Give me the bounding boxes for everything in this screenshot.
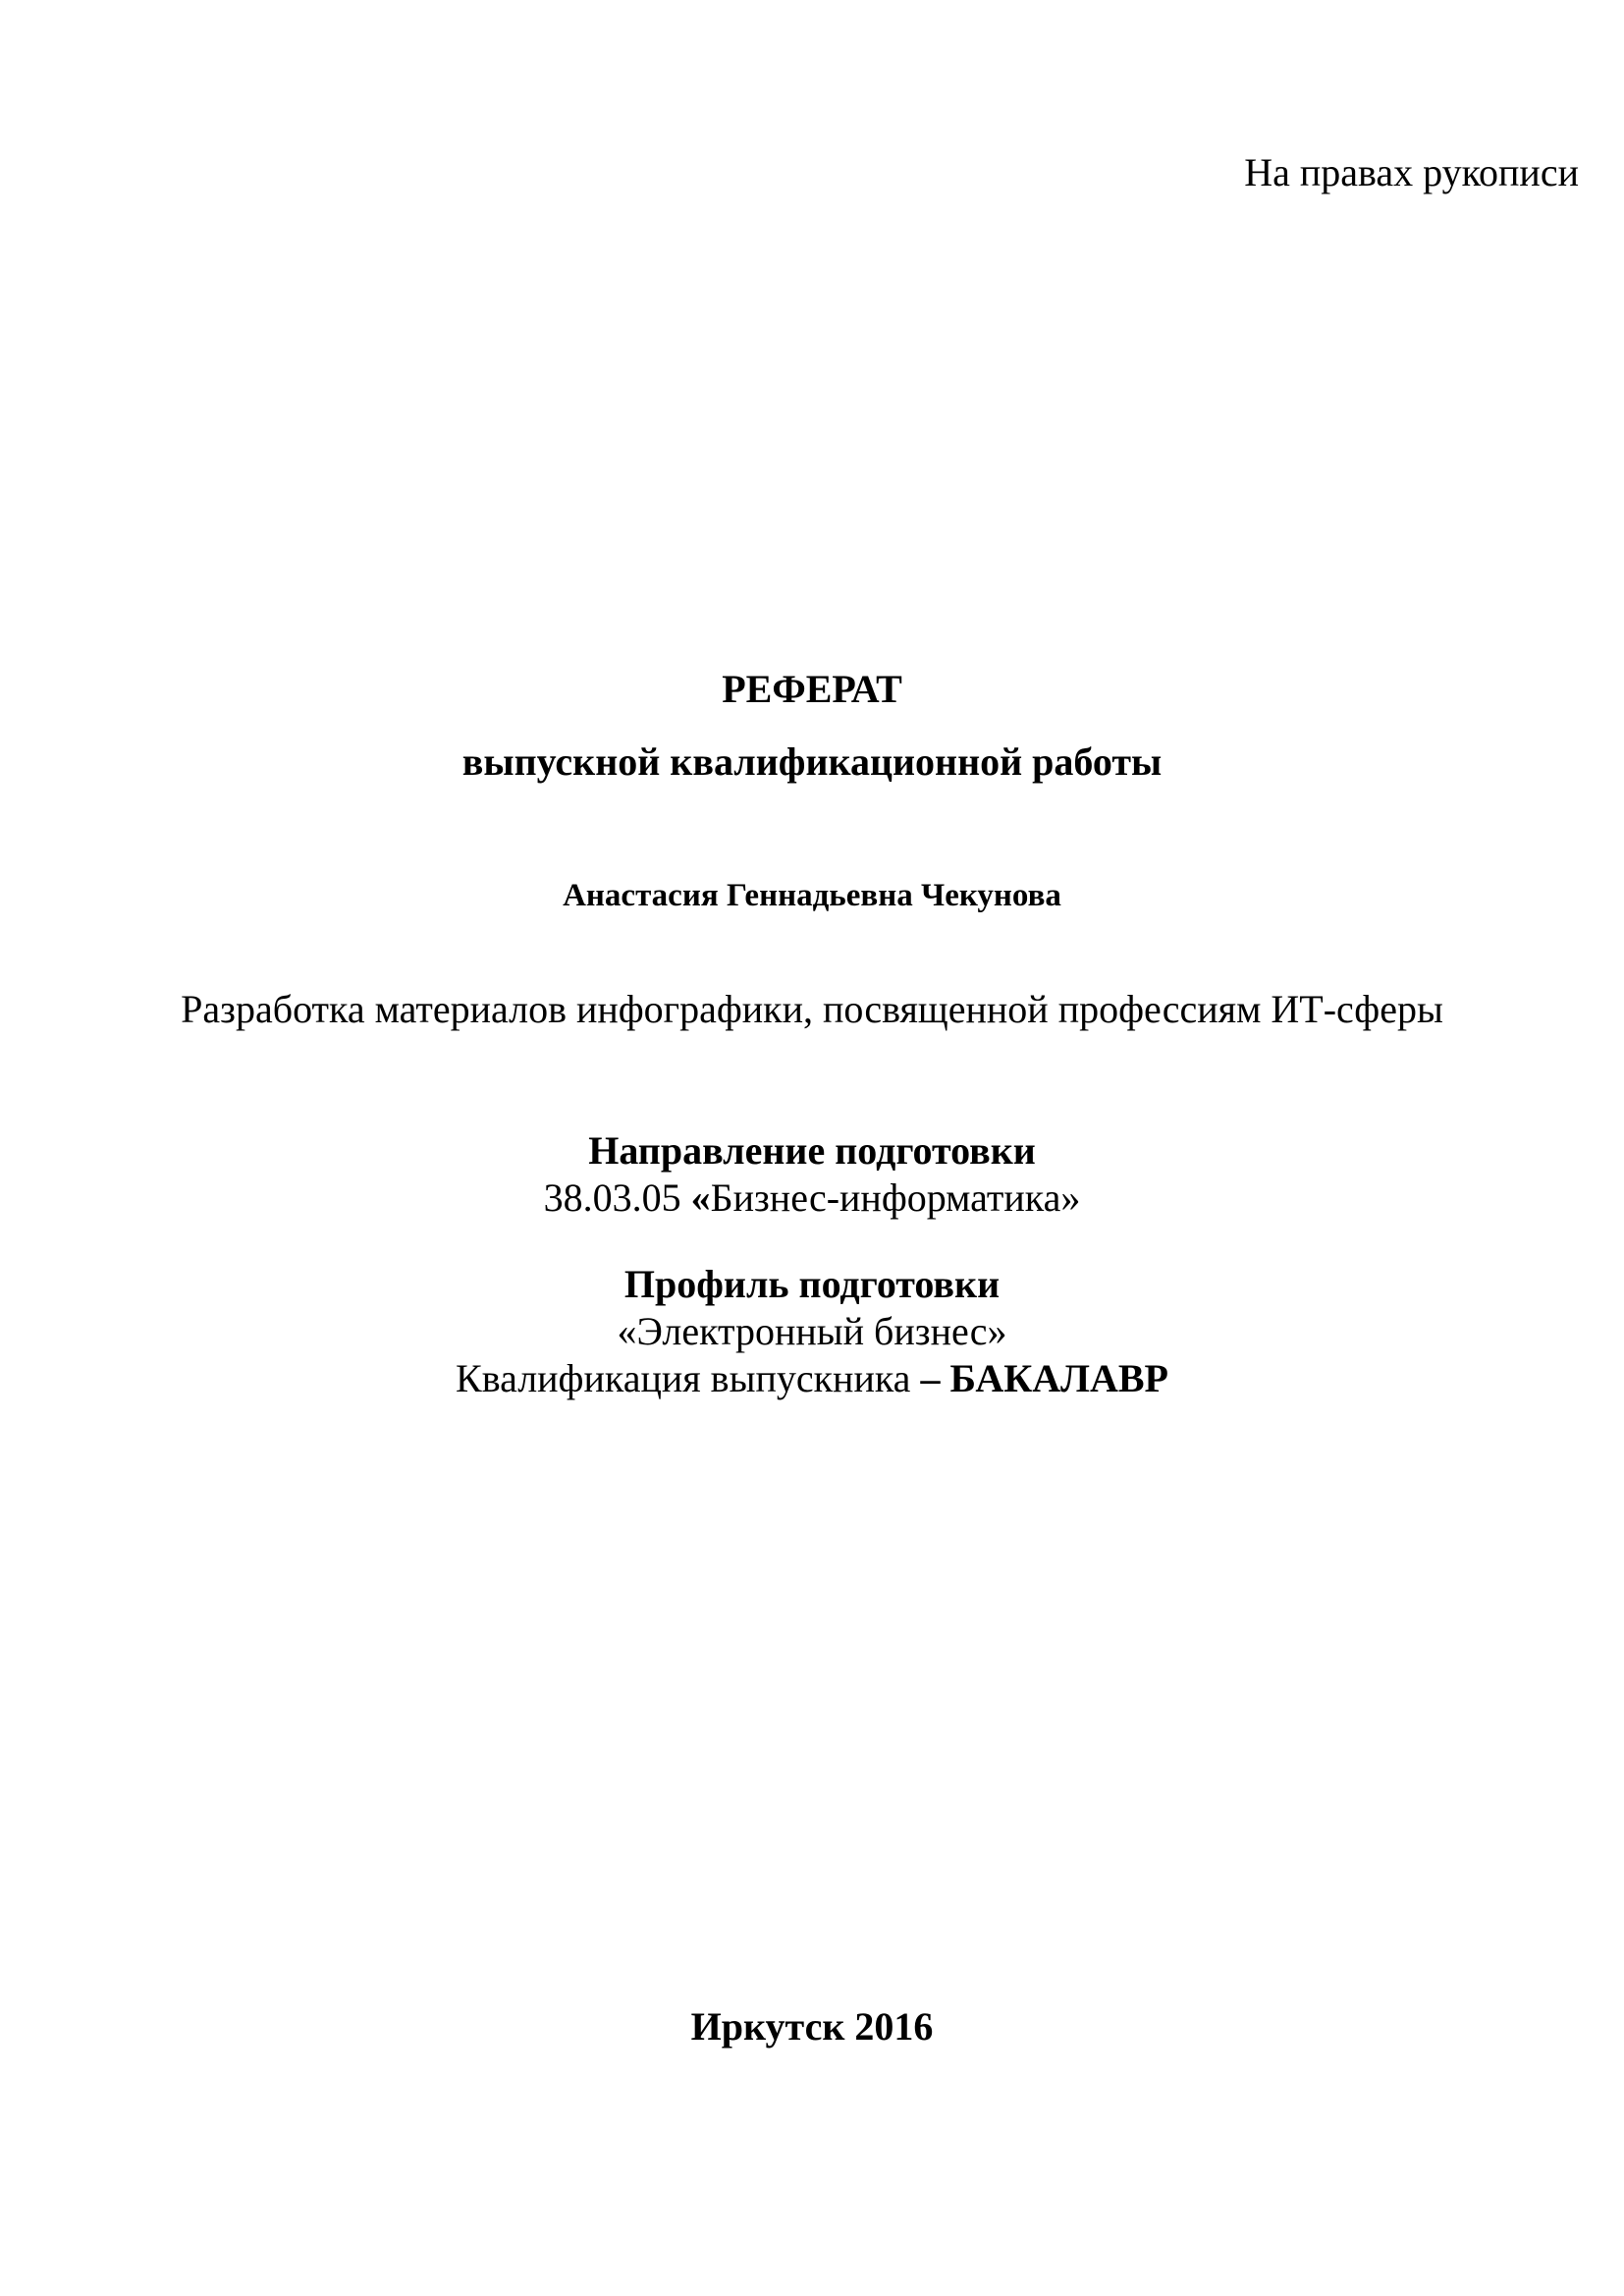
profile-value: «Электронный бизнес» [617, 1309, 1007, 1353]
document-title: РЕФЕРАТ [722, 667, 902, 711]
direction-name: Бизнес-информатика» [710, 1175, 1081, 1220]
direction-open-quote: « [690, 1175, 711, 1220]
direction-value [0, 1175, 1624, 1222]
profile-heading: Профиль подготовки [623, 1262, 1001, 1306]
author-name: Анастасия Геннадьевна Чекунова [563, 878, 1061, 913]
city-year: Иркутск 2016 [690, 2004, 934, 2049]
qualification-value: БАКАЛАВР [940, 1356, 1168, 1400]
qualification-dash: – [920, 1356, 941, 1400]
document-subtitle: выпускной квалификационной работы [461, 739, 1163, 784]
rights-note: На правах рукописи [1244, 150, 1579, 194]
direction-heading: Направление подготовки [588, 1128, 1036, 1173]
direction-code: 38.03.05 [543, 1175, 691, 1220]
qualification-label: Квалификация выпускника [456, 1356, 921, 1400]
thesis-topic: Разработка материалов инфографики, посвященной профессиям ИТ-сферы [181, 987, 1443, 1031]
qualification [0, 1355, 1624, 1402]
